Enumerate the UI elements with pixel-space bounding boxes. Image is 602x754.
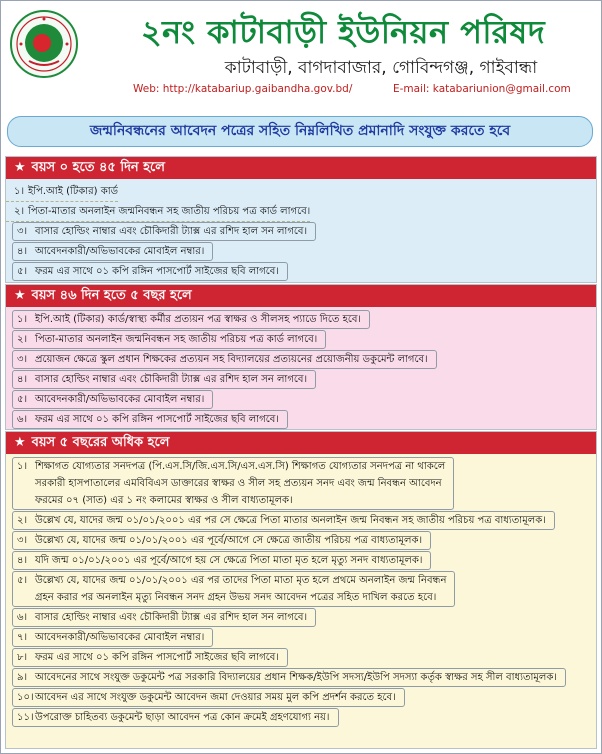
list-item (12, 628, 213, 647)
list-item (12, 531, 431, 550)
item-text: আবেদনকারী/অভিভাবকের মোবাইল নম্বার। (35, 632, 205, 643)
list-item (12, 571, 455, 607)
section-age-0-45-days (5, 156, 597, 283)
item-text: আবেদনকারী/অভিভাবকের মোবাইল নম্বার। (35, 246, 205, 257)
list-item (6, 202, 310, 222)
website-link[interactable]: Web: http://katabariup.gaibandha.gov.bd/ (133, 83, 353, 95)
star-icon: ★ (14, 288, 26, 303)
section-heading (6, 432, 596, 454)
star-icon: ★ (14, 435, 26, 450)
item-number: ৬। (17, 414, 28, 425)
item-text: ফরম এর সাথে ০১ কপি রঙ্গিন পাসপোর্ট সাইজের ছবি লাগবে। (35, 266, 279, 277)
section-heading-text: বয়স ০ হতে ৪৫ দিন হলে (31, 160, 165, 175)
address-line: কাটাবাড়ী, বাগদাবাজার, গোবিন্দগঞ্জ, গাইবান্ধা (224, 58, 538, 78)
item-text: পিতা-মাতার অনলাইন জন্মনিবন্ধন সহ জাতীয় পরিচয় পত্র কার্ড লাগবে। (35, 334, 318, 345)
item-text: প্রয়োজন ক্ষেত্রে স্কুল প্রধান শিক্ষকের প্রত্যয়ন সহ বিদ্যালয়ের প্রত্যয়নের প্রয়োজনীয় ডকুমেন্ট লাগবে। (35, 354, 428, 365)
item-text: বাসার হোল্ডিং নাম্বার এবং চৌকিদারী ট্যাক্স এর রশিদ হাল সন লাগবে। (35, 226, 308, 237)
item-text: ইপি.আই (টিকার) কার্ড/স্বাস্থ্য কর্মীর প্রত্যয়ন পত্র স্বাক্ষর ও সীলসহ প্যাডে দিতে হবে। (35, 314, 362, 325)
list-item (6, 182, 118, 202)
list-item (12, 350, 437, 369)
item-number: ১১। (17, 712, 34, 723)
item-text: আবেদনের সাথে সংযুক্ত ডকুমেন্ট পত্র সরকারি বিদ্যালয়ের প্রধান শিক্ষক/ইউপি সদস্য/ইউপি সদস্যা কর্তৃক স্বাক্ষর সহ সীল বাধ্যতামূলক। (35, 672, 557, 683)
item-text-line: সরকারী হাসপাতালের এমবিবিএস ডাক্তারের স্বাক্ষর ও সীল সহ প্রত্যয়ন সনদ এবং জন্ম নিবন্ধন আবেদন (35, 478, 442, 489)
item-text: উল্লেখ্য যে, যাদের জন্ম ০১/০১/২০০১ এর পূর্বে/আগে সে ক্ষেত্রে জাতীয় পরিচয় পত্র বাধ্যতামূলক। (35, 535, 423, 546)
item-text: ফরম এর সাথে ০১ কপি রঙ্গিন পাসপোর্ট সাইজের ছবি লাগবে। (35, 414, 279, 425)
item-number: ৮। (17, 652, 28, 663)
item-number: ৫। (17, 394, 28, 405)
requirements-banner: জন্মনিবন্ধনের আবেদন পত্রের সহিত নিম্নলিখিত প্রমানাদি সংযুক্ত করতে হবে (7, 116, 593, 147)
item-number: ৩। (17, 535, 28, 546)
item-text-line: গ্রহন করার পর অনলাইন মৃত্যু নিবন্ধন সনদ গ্রহন উভয় সনদ আবেদন পত্রের সহিত দাখিল করতে হবে। (35, 592, 437, 603)
list-item (12, 708, 339, 727)
list-item (12, 390, 213, 409)
item-number: ১০। (17, 692, 34, 703)
item-number: ১। (14, 186, 25, 197)
item-number: ৬। (17, 612, 28, 623)
item-number: ১। (17, 314, 28, 325)
item-number: ৫। (17, 266, 28, 277)
item-text: যদি জন্ম ০১/০১/২০০১ এর পূর্বে/আগে হয় সে ক্ষেত্রে পিতা মাতা মৃত হলে মৃত্যু সনদ বাধ্যতামূলক। (35, 555, 423, 566)
item-text-line: উল্লেখ্য যে, যাদের জন্ম ০১/০১/২০০১ এর পর তাদের পিতা মাতা মৃত হলে প্রথমে অনলাইন জন্ম নিবন্ধন (35, 575, 447, 586)
item-text: বাসার হোল্ডিং নাম্বার এবং চৌকিদারী ট্যাক্স এর রশিদ হাল সন লাগবে। (35, 612, 308, 623)
section-heading-text: বয়স ৪৬ দিন হতে ৫ বছর হলে (31, 288, 192, 303)
section-heading (6, 285, 596, 307)
item-number: ৪। (17, 374, 28, 385)
item-text: আবেদন এর সাথে সংযুক্ত ডকুমেন্ট আবেদন জমা দেওয়ার সময় মুল কপি প্রদর্শন করতে হবে। (35, 692, 396, 703)
item-number: ৫। (17, 575, 28, 586)
item-number: ৩। (17, 354, 28, 365)
list-item (12, 688, 405, 707)
list-item (12, 608, 316, 627)
section-age-over-5-years (5, 431, 597, 749)
item-number: ৪। (17, 246, 28, 257)
section-heading-text: বয়স ৫ বছরের অধিক হলে (31, 435, 170, 450)
item-number: ১। (17, 461, 28, 472)
item-number: ৪। (17, 555, 28, 566)
item-text: বাসার হোল্ডিং নাম্বার এবং চৌকিদারী ট্যাক্স এর রশিদ হাল সন লাগবে। (35, 374, 308, 385)
item-text-line: ফরমের ০৭ (সাত) এর ১ নং কলামের স্বাক্ষর ও সীল বাধ্যতামূলক। (35, 495, 293, 506)
list-item (12, 310, 370, 329)
item-number: ২। (14, 206, 25, 217)
header (1, 1, 601, 105)
item-number: ৯। (17, 672, 28, 683)
section-heading (6, 157, 596, 179)
government-seal-icon (9, 9, 79, 79)
list-item (12, 370, 316, 389)
item-text: উপরোক্ত চাহিতব্য ডকুমেন্ট ছাড়া আবেদন পত্র কোন ক্রমেই গ্রহণযোগ্য নয়। (35, 712, 330, 723)
list-item (12, 668, 566, 687)
list-item (12, 242, 213, 261)
item-text: আবেদনকারী/অভিভাবকের মোবাইল নম্বার। (35, 394, 205, 405)
item-number: ৩। (17, 226, 28, 237)
list-item (12, 410, 288, 429)
item-text: উল্লেখ যে, যাদের জন্ম ০১/০১/২০০১ এর পর সে ক্ষেত্রে পিতা মাতার অনলাইন জন্ম নিবন্ধন সহ জাতীয় পরিচয় পত্র বাধ্যতামূলক। (35, 515, 546, 526)
list-item (12, 262, 288, 281)
item-text: ফরম এর সাথে ০১ কপি রঙ্গিন পাসপোর্ট সাইজের ছবি লাগবে। (35, 652, 279, 663)
list-item (12, 457, 454, 510)
item-number: ৭। (17, 632, 28, 643)
item-text: পিতা-মাতার অনলাইন জন্মনিবন্ধন সহ জাতীয় পরিচয় পত্র কার্ড লাগবে। (28, 206, 311, 217)
list-item (12, 648, 288, 667)
item-text: ইপি.আই (টিকার) কার্ড (28, 186, 119, 197)
email-link[interactable]: E-mail: katabariunion@gmail.com (393, 83, 571, 95)
list-item (12, 511, 555, 530)
star-icon: ★ (14, 160, 26, 175)
item-number: ২। (17, 334, 28, 345)
list-item (12, 222, 316, 241)
item-text-line: শিক্ষাগত যোগ্যতার সনদপত্র (পি.এস.সি/জি.এস.সি/এস.এস.সি) শিক্ষাগত যোগ্যতার সনদপত্র না থাকলে (35, 461, 446, 472)
item-number: ২। (17, 515, 28, 526)
union-council-title: ২নং কাটাবাড়ী ইউনিয়ন পরিষদ (140, 13, 546, 51)
list-item (12, 330, 326, 349)
section-age-46-days-5-years (5, 284, 597, 430)
list-item (12, 551, 431, 570)
